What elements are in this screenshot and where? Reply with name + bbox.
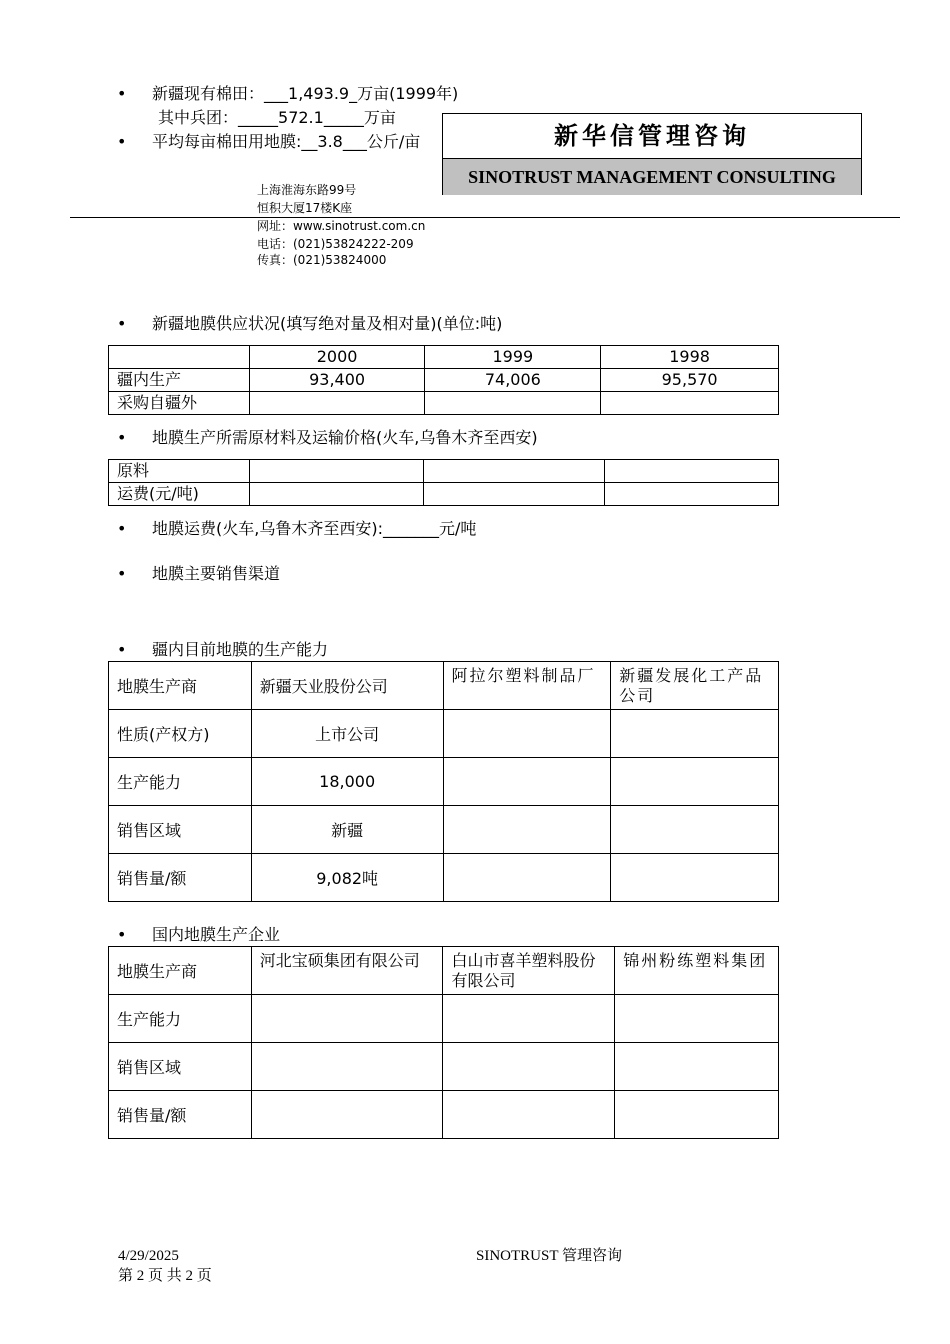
table-cell xyxy=(615,1091,779,1139)
film-unit: 公斤/亩 xyxy=(366,132,421,151)
table-header-cell: 河北宝硕集团有限公司 xyxy=(251,947,443,995)
row-label: 生产能力 xyxy=(109,758,252,806)
table-row xyxy=(109,1043,779,1091)
table-cell xyxy=(615,1043,779,1091)
table-header-cell: 阿拉尔塑料制品厂 xyxy=(443,662,611,710)
domestic-title: 国内地膜生产企业 xyxy=(152,925,281,944)
capacity-bullet: • xyxy=(117,640,127,659)
table-cell xyxy=(443,806,611,854)
table-row xyxy=(109,662,779,710)
table-cell xyxy=(615,995,779,1043)
row-label: 运费(元/吨) xyxy=(109,483,250,506)
table-cell xyxy=(425,392,601,415)
table-cell xyxy=(605,483,779,506)
table-cell xyxy=(443,1091,615,1139)
table-header-cell: 地膜生产商 xyxy=(109,947,252,995)
table-row xyxy=(109,392,779,415)
table-cell xyxy=(443,995,615,1043)
row-label: 原料 xyxy=(109,460,250,483)
header-divider xyxy=(70,217,900,218)
capacity-table xyxy=(108,661,779,902)
cotton-line xyxy=(152,84,458,104)
bingtuan-unit: 万亩 xyxy=(363,108,396,127)
logo-chinese: 新华信管理咨询 xyxy=(554,122,750,150)
row-label: 销售区域 xyxy=(109,1043,252,1091)
cotton-value: ___1,493.9_ xyxy=(264,84,358,103)
table-cell xyxy=(443,854,611,902)
table-header-cell: 地膜生产商 xyxy=(109,662,252,710)
freight-text: 地膜运费(火车,乌鲁木齐至西安):_______元/吨 xyxy=(152,519,477,538)
bingtuan-value: _____572.1_____ xyxy=(238,108,364,127)
supply-table xyxy=(108,345,779,415)
domestic-bullet: • xyxy=(117,925,127,944)
channels-bullet: • xyxy=(117,564,127,583)
table-cell xyxy=(605,460,779,483)
address-website: 网址：www.sinotrust.com.cn xyxy=(257,219,426,233)
film-bullet: • xyxy=(117,132,127,151)
table-cell: 74,006 xyxy=(425,369,601,392)
table-header-cell: 1998 xyxy=(601,346,779,369)
table-row xyxy=(109,806,779,854)
table-cell xyxy=(423,460,605,483)
cotton-bullet: • xyxy=(117,84,127,103)
table-cell: 93,400 xyxy=(249,369,425,392)
table-row xyxy=(109,758,779,806)
row-label: 生产能力 xyxy=(109,995,252,1043)
table-row xyxy=(109,854,779,902)
film-value: __3.8___ xyxy=(301,132,367,151)
table-cell xyxy=(443,710,611,758)
table-cell xyxy=(601,392,779,415)
table-cell xyxy=(249,392,425,415)
table-cell xyxy=(611,806,779,854)
cotton-unit: 万亩(1999年) xyxy=(357,84,459,103)
logo-english: SINOTRUST MANAGEMENT CONSULTING xyxy=(443,158,861,195)
table-header-cell: 新疆发展化工产品公司 xyxy=(611,662,779,710)
table-row xyxy=(109,483,779,506)
table-cell xyxy=(611,710,779,758)
table-cell xyxy=(249,483,423,506)
company-logo xyxy=(442,113,862,195)
table-cell xyxy=(611,854,779,902)
table-cell: 95,570 xyxy=(601,369,779,392)
address-phone: 电话：(021)53824222-209 xyxy=(257,237,414,251)
row-label: 销售量/额 xyxy=(109,1091,252,1139)
film-label: 平均每亩棉田用地膜: xyxy=(152,132,302,151)
table-row xyxy=(109,460,779,483)
materials-table xyxy=(108,459,779,506)
address-line-1: 上海淮海东路99号 xyxy=(257,183,357,197)
table-row xyxy=(109,995,779,1043)
table-cell xyxy=(251,1043,443,1091)
address-line-2: 恒积大厦17楼K座 xyxy=(257,201,353,215)
table-header-cell: 1999 xyxy=(425,346,601,369)
table-cell: 9,082吨 xyxy=(251,854,443,902)
table-row xyxy=(109,369,779,392)
table-row xyxy=(109,346,779,369)
supply-title: 新疆地膜供应状况(填写绝对量及相对量)(单位:吨) xyxy=(152,314,503,333)
table-header-cell: 2000 xyxy=(249,346,425,369)
table-cell xyxy=(251,995,443,1043)
domestic-table xyxy=(108,946,779,1139)
freight-bullet: • xyxy=(117,519,127,538)
materials-bullet: • xyxy=(117,428,127,447)
cotton-label: 新疆现有棉田： xyxy=(152,84,265,103)
table-row xyxy=(109,1091,779,1139)
table-cell xyxy=(249,460,423,483)
address-fax: 传真：(021)53824000 xyxy=(257,253,387,267)
table-cell xyxy=(251,1091,443,1139)
capacity-title: 疆内目前地膜的生产能力 xyxy=(152,640,329,659)
film-line xyxy=(152,132,420,152)
table-row xyxy=(109,947,779,995)
row-label: 销售区域 xyxy=(109,806,252,854)
table-cell: 上市公司 xyxy=(251,710,443,758)
channels-text: 地膜主要销售渠道 xyxy=(152,564,281,583)
row-label: 疆内生产 xyxy=(109,369,250,392)
table-header-cell: 锦州粉练塑料集团 xyxy=(615,947,779,995)
row-label: 销售量/额 xyxy=(109,854,252,902)
bingtuan-label: 其中兵团： xyxy=(158,108,239,127)
materials-title: 地膜生产所需原材料及运输价格(火车,乌鲁木齐至西安) xyxy=(152,428,538,447)
table-row xyxy=(109,710,779,758)
footer-page-number: 第 2 页 共 2 页 xyxy=(118,1268,212,1284)
row-label: 性质(产权方) xyxy=(109,710,252,758)
footer-company: SINOTRUST 管理咨询 xyxy=(476,1248,622,1264)
footer-date: 4/29/2025 xyxy=(118,1248,179,1264)
supply-bullet: • xyxy=(117,314,127,333)
table-cell: 18,000 xyxy=(251,758,443,806)
table-header-cell: 白山市喜羊塑料股份有限公司 xyxy=(443,947,615,995)
table-cell xyxy=(109,346,250,369)
table-cell: 新疆 xyxy=(251,806,443,854)
bingtuan-line xyxy=(158,108,396,128)
table-header-cell: 新疆天业股份公司 xyxy=(251,662,443,710)
table-cell xyxy=(423,483,605,506)
table-cell xyxy=(443,758,611,806)
row-label: 采购自疆外 xyxy=(109,392,250,415)
table-cell xyxy=(611,758,779,806)
table-cell xyxy=(443,1043,615,1091)
